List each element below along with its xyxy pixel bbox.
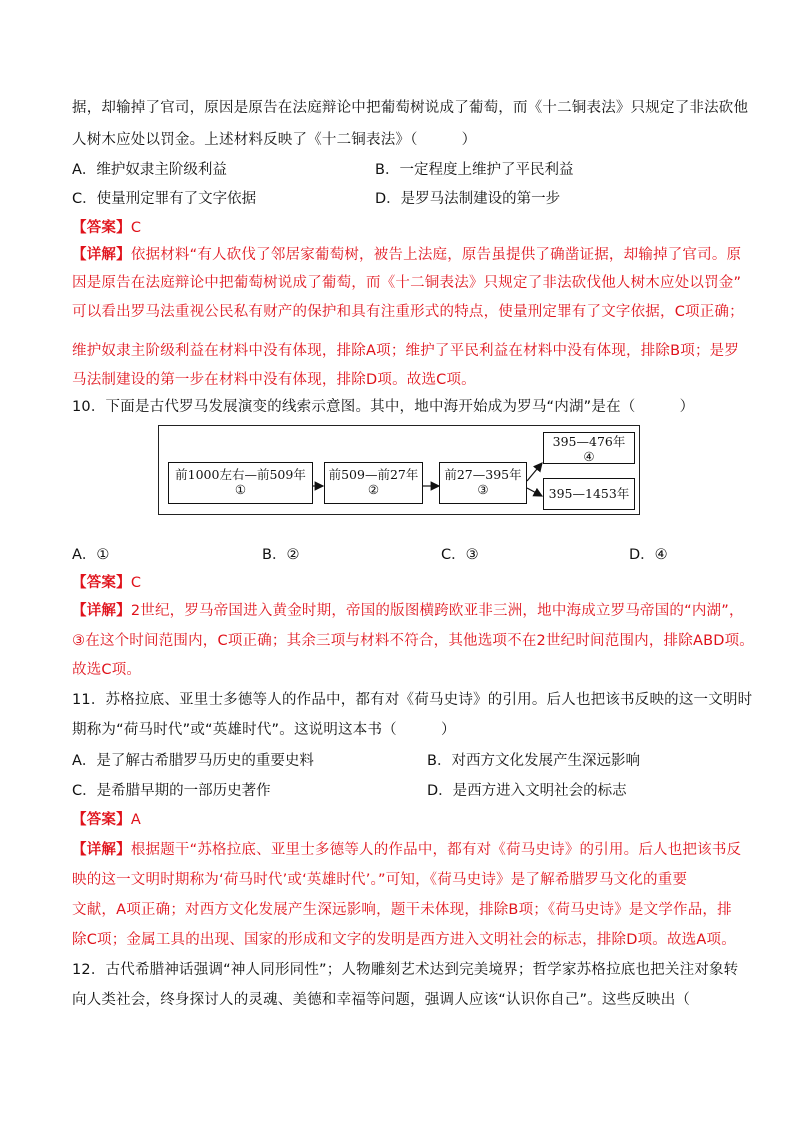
- q12-stem-line2: 向人类社会，终身探讨人的灵魂、美德和幸福等问题，强调人应该“认识你自己”。这些反映出（: [72, 992, 691, 1008]
- q11-stem-line1: 11．苏格拉底、亚里士多德等人的作品中，都有对《荷马史诗》的引用。后人也把该书反映的这一文明时: [72, 692, 753, 708]
- q9-detail-line4: 维护奴隶主阶级利益在材料中没有体现，排除A项；维护了平民利益在材料中没有体现，排除B项；是罗: [72, 343, 740, 359]
- box-5-period: 395—1453年: [548, 486, 630, 501]
- q11-option-d: D．是西方进入文明社会的标志: [427, 783, 627, 799]
- q9-option-c: C．使量刑定罪有了文字依据: [72, 191, 257, 207]
- box-3-period: 前27—395年: [444, 467, 522, 482]
- detail-label: 【详解】: [72, 603, 131, 619]
- box-1-number: ①: [234, 482, 247, 497]
- q10-option-b: B．②: [262, 547, 300, 563]
- answer-label: 【答案】: [72, 812, 131, 828]
- q11-answer: [72, 810, 141, 830]
- answer-value: C: [130, 575, 142, 591]
- q9-detail-line3: 可以看出罗马法重视公民私有财产的保护和具有注重形式的特点，使量刑定罪有了文字依据，C项正确；: [72, 304, 744, 320]
- q9-option-a: A．维护奴隶主阶级利益: [72, 162, 227, 178]
- q11-detail-line2: 映的这一文明时期称为‘荷马时代’或‘英雄时代’。”可知，《荷马史诗》是了解希腊罗马文化的重要: [72, 872, 688, 888]
- q11-stem-line2: 期称为“荷马时代”或“英雄时代”。这说明这本书（ ）: [72, 722, 456, 738]
- q11-option-b: B．对西方文化发展产生深远影响: [427, 753, 640, 769]
- q10-detail-line3: 故选C项。: [72, 662, 142, 678]
- q10-detail-line1: [72, 601, 744, 621]
- box-2-period: 前509—前27年: [328, 467, 419, 482]
- q9-stem-line2: 人树木应处以罚金。上述材料反映了《十二铜表法》（ ）: [72, 132, 477, 148]
- detail-label: 【详解】: [72, 842, 131, 858]
- q9-detail-line5: 马法制建设的第一步在材料中没有体现，排除D项。故选C项。: [72, 372, 476, 388]
- box-1-period: 前1000左右—前509年: [175, 467, 306, 482]
- q11-detail-line1: [72, 840, 741, 860]
- answer-value: C: [130, 220, 142, 236]
- detail-label: 【详解】: [72, 247, 131, 263]
- detail-text: 依据材料“有人砍伐了邻居家葡萄树，被告上法庭，原告虽提供了确凿证据，却输掉了官司。原: [130, 247, 742, 263]
- q12-stem-line1: 12．古代希腊神话强调“神人同形同性”；人物雕刻艺术达到完美境界；哲学家苏格拉底也把关注对象转: [72, 962, 739, 978]
- answer-label: 【答案】: [72, 575, 131, 591]
- arrow-3-4: [527, 463, 542, 481]
- rome-timeline-diagram: [158, 425, 640, 515]
- answer-value: A: [130, 812, 141, 828]
- diagram-box-4: [543, 432, 635, 464]
- box-4-period: 395—476年: [552, 434, 626, 449]
- detail-text: 根据题干“苏格拉底、亚里士多德等人的作品中，都有对《荷马史诗》的引用。后人也把该书反: [130, 842, 742, 858]
- q10-option-d: D．④: [629, 547, 668, 563]
- q11-detail-line4: 除C项；金属工具的出现、国家的形成和文字的发明是西方进入文明社会的标志，排除D项。故选A项。: [72, 932, 736, 948]
- q10-detail-line2: ③在这个时间范围内，C项正确；其余三项与材料不符合，其他选项不在2世纪时间范围内，排除ABD项。: [72, 633, 754, 649]
- q10-answer: [72, 573, 141, 593]
- q9-detail-line2: 因是原告在法庭辩论中把葡萄树说成了葡萄，而《十二铜表法》只规定了非法砍伐他人树木应处以罚金”: [72, 275, 742, 291]
- q10-stem: 10．下面是古代罗马发展演变的线索示意图。其中，地中海开始成为罗马“内湖”是在（ ）: [72, 399, 695, 415]
- q10-option-a: A．①: [72, 547, 110, 563]
- q11-option-a: A．是了解古希腊罗马历史的重要史料: [72, 753, 314, 769]
- diagram-box-5: [543, 478, 635, 510]
- q9-answer: [72, 218, 141, 238]
- diagram-box-3: [439, 462, 527, 504]
- box-2-number: ②: [367, 482, 380, 497]
- diagram-box-1: [168, 462, 313, 504]
- q9-stem-line1: 据，却输掉了官司，原因是原告在法庭辩论中把葡萄树说成了葡萄，而《十二铜表法》只规定了非法砍他: [72, 100, 749, 116]
- answer-label: 【答案】: [72, 220, 131, 236]
- q11-detail-line3: 文献，A项正确；对西方文化发展产生深远影响，题干未体现，排除B项；《荷马史诗》是文学作品，排: [72, 902, 732, 918]
- q9-option-b: B．一定程度上维护了平民利益: [375, 162, 574, 178]
- q9-detail-line1: [72, 245, 741, 265]
- q10-option-c: C．③: [441, 547, 479, 563]
- q11-option-c: C．是希腊早期的一部历史著作: [72, 783, 271, 799]
- arrow-3-5: [527, 488, 542, 496]
- q9-option-d: D．是罗马法制建设的第一步: [375, 191, 561, 207]
- detail-text: 2世纪，罗马帝国进入黄金时期，帝国的版图横跨欧亚非三洲，地中海成立罗马帝国的“内湖”，: [130, 603, 744, 619]
- box-4-number: ④: [583, 449, 595, 464]
- diagram-box-2: [324, 462, 423, 504]
- box-3-number: ③: [477, 482, 489, 497]
